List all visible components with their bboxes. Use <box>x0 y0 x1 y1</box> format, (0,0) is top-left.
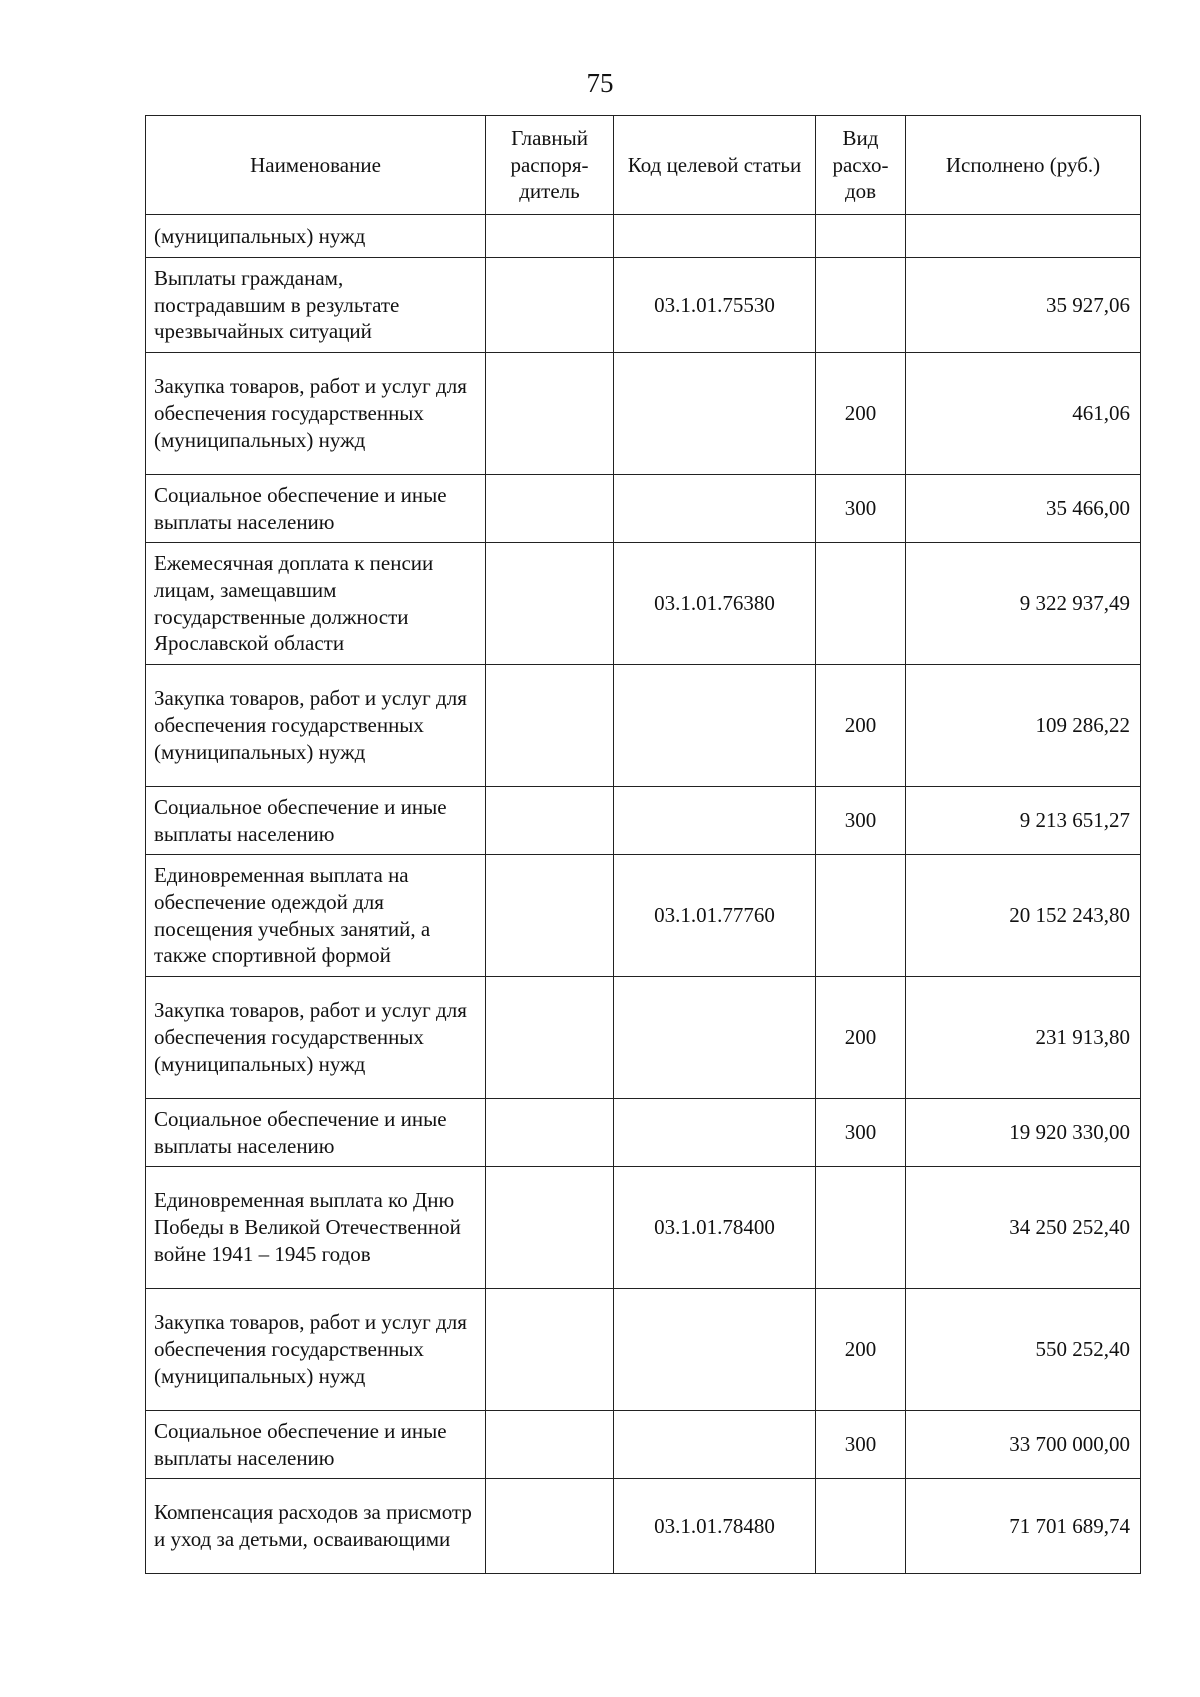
row-kind <box>816 1167 906 1289</box>
table-row <box>146 1411 1141 1479</box>
expenditure-table <box>145 115 1141 1574</box>
row-name: Выплаты гражданам, пострадавшим в результате чрезвычайных ситуаций <box>146 258 486 353</box>
row-amount: 71 701 689,74 <box>906 1479 1141 1574</box>
row-admin <box>486 855 614 977</box>
row-kind <box>816 258 906 353</box>
header-row <box>146 116 1141 215</box>
table-body <box>146 215 1141 1574</box>
row-name: Закупка товаров, работ и услуг для обеспечения государственных (муниципальных) нужд <box>146 1289 486 1411</box>
row-admin <box>486 258 614 353</box>
row-admin <box>486 475 614 543</box>
row-admin <box>486 1167 614 1289</box>
row-amount: 33 700 000,00 <box>906 1411 1141 1479</box>
row-code: 03.1.01.75530 <box>614 258 816 353</box>
row-admin <box>486 977 614 1099</box>
row-code <box>614 665 816 787</box>
row-code <box>614 215 816 258</box>
row-amount: 461,06 <box>906 353 1141 475</box>
table-row <box>146 1289 1141 1411</box>
row-name: Закупка товаров, работ и услуг для обеспечения государственных (муниципальных) нужд <box>146 977 486 1099</box>
table-row <box>146 855 1141 977</box>
table-row <box>146 1099 1141 1167</box>
row-kind: 300 <box>816 1411 906 1479</box>
table-row <box>146 543 1141 665</box>
header-admin: Главный распоря-дитель <box>486 116 614 215</box>
header-name: Наименование <box>146 116 486 215</box>
row-name: Социальное обеспечение и иные выплаты населению <box>146 1099 486 1167</box>
row-amount: 550 252,40 <box>906 1289 1141 1411</box>
row-amount: 35 927,06 <box>906 258 1141 353</box>
table-header <box>146 116 1141 215</box>
row-name: Единовременная выплата на обеспечение одеждой для посещения учебных занятий, а также спортивной формой <box>146 855 486 977</box>
row-code <box>614 1099 816 1167</box>
header-code: Код целевой статьи <box>614 116 816 215</box>
row-kind: 300 <box>816 475 906 543</box>
row-amount: 35 466,00 <box>906 475 1141 543</box>
row-kind: 200 <box>816 353 906 475</box>
row-code <box>614 1411 816 1479</box>
row-name: Социальное обеспечение и иные выплаты населению <box>146 787 486 855</box>
row-name: Закупка товаров, работ и услуг для обеспечения государственных (муниципальных) нужд <box>146 353 486 475</box>
row-amount: 9 322 937,49 <box>906 543 1141 665</box>
row-name: Единовременная выплата ко Дню Победы в Великой Отечественной войне 1941 – 1945 годов <box>146 1167 486 1289</box>
row-admin <box>486 215 614 258</box>
row-name: (муниципальных) нужд <box>146 215 486 258</box>
row-code <box>614 353 816 475</box>
table-row <box>146 215 1141 258</box>
row-code: 03.1.01.77760 <box>614 855 816 977</box>
table-row <box>146 1479 1141 1574</box>
header-amount: Исполнено (руб.) <box>906 116 1141 215</box>
row-name: Социальное обеспечение и иные выплаты населению <box>146 1411 486 1479</box>
row-amount: 9 213 651,27 <box>906 787 1141 855</box>
row-code <box>614 787 816 855</box>
row-admin <box>486 543 614 665</box>
row-code <box>614 977 816 1099</box>
row-code: 03.1.01.78400 <box>614 1167 816 1289</box>
row-admin <box>486 353 614 475</box>
row-kind <box>816 215 906 258</box>
row-admin <box>486 1479 614 1574</box>
table-row <box>146 977 1141 1099</box>
row-amount: 34 250 252,40 <box>906 1167 1141 1289</box>
row-code: 03.1.01.76380 <box>614 543 816 665</box>
row-kind <box>816 855 906 977</box>
table-row <box>146 1167 1141 1289</box>
row-amount: 20 152 243,80 <box>906 855 1141 977</box>
row-code <box>614 1289 816 1411</box>
row-kind <box>816 543 906 665</box>
row-admin <box>486 787 614 855</box>
row-admin <box>486 665 614 787</box>
page-number: 75 <box>586 68 614 98</box>
table-row <box>146 787 1141 855</box>
row-name: Компенсация расходов за присмотр и уход за детьми, осваивающими <box>146 1479 486 1574</box>
row-amount: 19 920 330,00 <box>906 1099 1141 1167</box>
row-kind: 200 <box>816 665 906 787</box>
row-admin <box>486 1099 614 1167</box>
row-amount: 231 913,80 <box>906 977 1141 1099</box>
table-row <box>146 475 1141 543</box>
header-kind: Вид расхо-дов <box>816 116 906 215</box>
expenditure-table-container <box>145 115 1140 1574</box>
row-kind <box>816 1479 906 1574</box>
table-row <box>146 258 1141 353</box>
row-code: 03.1.01.78480 <box>614 1479 816 1574</box>
row-code <box>614 475 816 543</box>
row-name: Ежемесячная доплата к пенсии лицам, замещавшим государственные должности Ярославской области <box>146 543 486 665</box>
row-name: Социальное обеспечение и иные выплаты населению <box>146 475 486 543</box>
row-kind: 300 <box>816 787 906 855</box>
table-row <box>146 665 1141 787</box>
row-kind: 300 <box>816 1099 906 1167</box>
row-amount <box>906 215 1141 258</box>
table-row <box>146 353 1141 475</box>
row-name: Закупка товаров, работ и услуг для обеспечения государственных (муниципальных) нужд <box>146 665 486 787</box>
row-kind: 200 <box>816 1289 906 1411</box>
row-kind: 200 <box>816 977 906 1099</box>
row-amount: 109 286,22 <box>906 665 1141 787</box>
row-admin <box>486 1411 614 1479</box>
row-admin <box>486 1289 614 1411</box>
